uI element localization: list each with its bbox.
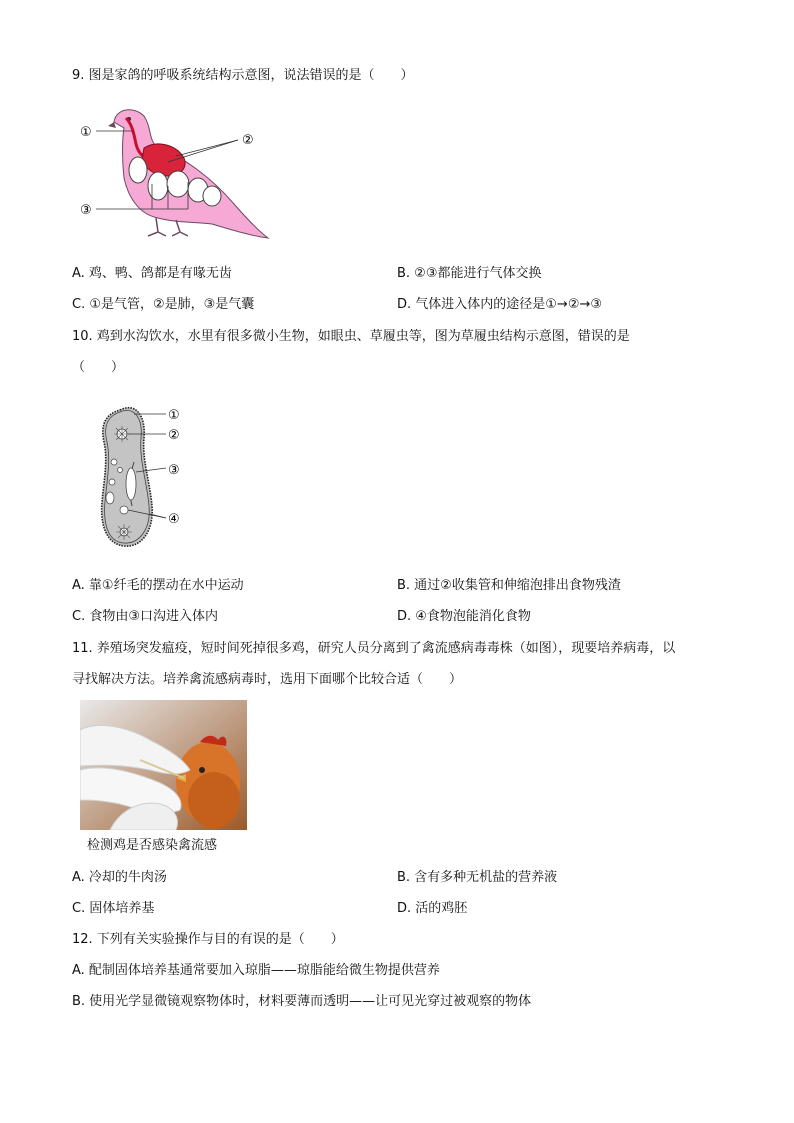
q10-stem: 10. 鸡到水沟饮水，水里有很多微小生物，如眼虫、草履虫等，图为草履虫结构示意图，错误的是 — [72, 329, 630, 344]
q10-option-b: B. 通过②收集管和伸缩泡排出食物残渣 — [397, 578, 621, 593]
paramecium-diagram — [90, 402, 200, 554]
q10-option-a: A. 靠①纤毛的摆动在水中运动 — [72, 578, 244, 593]
q12-stem: 12. 下列有关实验操作与目的有误的是（ ） — [72, 932, 344, 947]
q11-stem-continued: 寻找解决方法。培养禽流感病毒时，选用下面哪个比较合适（ ） — [72, 672, 463, 687]
q10-option-c: C. 食物由③口沟进入体内 — [72, 609, 218, 624]
q10-option-d: D. ④食物泡能消化食物 — [397, 609, 531, 624]
q10-label-1: ① — [168, 408, 180, 423]
q9-label-3: ③ — [80, 203, 92, 218]
q9-option-a: A. 鸡、鸭、鸽都是有喙无齿 — [72, 266, 232, 281]
q9-stem: 9. 图是家鸽的呼吸系统结构示意图，说法错误的是（ ） — [72, 68, 414, 83]
q9-label-1: ① — [80, 125, 92, 140]
q11-option-b: B. 含有多种无机盐的营养液 — [397, 870, 558, 885]
q10-label-2: ② — [168, 428, 180, 443]
q9-option-d: D. 气体进入体内的途径是①→②→③ — [397, 297, 603, 312]
q9-label-2: ② — [242, 133, 254, 148]
q11-stem: 11. 养殖场突发瘟疫，短时间死掉很多鸡，研究人员分离到了禽流感病毒毒株（如图），现要培养病毒，以 — [72, 641, 676, 656]
q10-label-3: ③ — [168, 463, 180, 478]
q11-option-c: C. 固体培养基 — [72, 901, 155, 916]
q9-option-b: B. ②③都能进行气体交换 — [397, 266, 542, 281]
q10-stem-continued: （ ） — [72, 360, 125, 375]
q10-label-4: ④ — [168, 512, 180, 527]
chicken-testing-photo — [80, 700, 247, 830]
pigeon-respiratory-diagram — [72, 100, 277, 248]
q11-option-a: A. 冷却的牛肉汤 — [72, 870, 167, 885]
q9-option-c: C. ①是气管，②是肺，③是气囊 — [72, 297, 255, 312]
q11-option-d: D. 活的鸡胚 — [397, 901, 468, 916]
q12-option-b: B. 使用光学显微镜观察物体时，材料要薄而透明——让可见光穿过被观察的物体 — [72, 994, 532, 1009]
q11-figure-caption: 检测鸡是否感染禽流感 — [87, 838, 218, 853]
q12-option-a: A. 配制固体培养基通常要加入琼脂——琼脂能给微生物提供营养 — [72, 963, 440, 978]
